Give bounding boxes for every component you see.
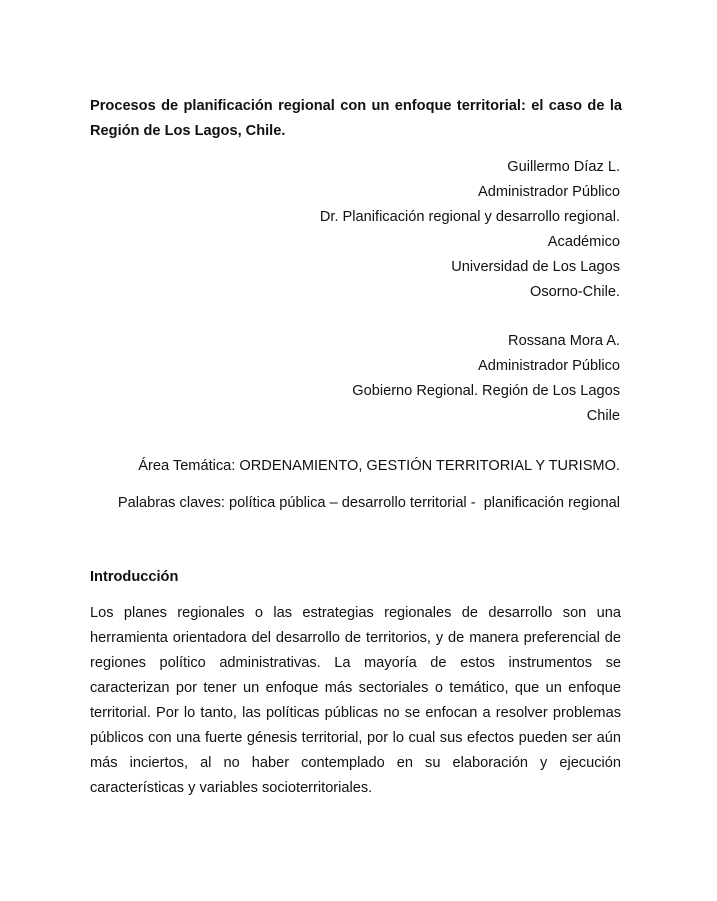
author-1-position: Administrador Público (478, 184, 620, 200)
intro-line: Los planes regionales o las estrategias regionales de desarrollo son una (90, 605, 621, 621)
keywords: Palabras claves: política pública – desarrollo territorial - planificación regional (117, 495, 620, 511)
author-2-name: Rossana Mora A. (508, 333, 620, 349)
intro-line: caracterizan por tener un enfoque más sectoriales o temático, que un enfoque (90, 680, 621, 696)
author-block-2 (352, 329, 620, 429)
author-2-institution: Gobierno Regional. Región de Los Lagos (352, 383, 620, 399)
intro-line: públicos con una fuerte génesis territorial, por lo cual sus efectos pueden ser aún (90, 730, 621, 746)
thematic-area: Área Temática: ORDENAMIENTO, GESTIÓN TERRITORIAL Y TURISMO. (138, 458, 620, 474)
intro-line: características y variables socioterritoriales. (90, 780, 373, 796)
author-2-position: Administrador Público (478, 358, 620, 374)
intro-paragraph (90, 601, 621, 801)
intro-heading: Introducción (90, 569, 179, 585)
author-block-1 (320, 155, 620, 305)
author-1-location: Osorno-Chile. (529, 284, 620, 300)
intro-line: más inciertos, al no haber contemplado en su elaboración y ejecución (90, 755, 621, 771)
author-1-name: Guillermo Díaz L. (507, 159, 620, 175)
author-1-degree: Dr. Planificación regional y desarrollo regional. (319, 209, 620, 225)
author-2-location: Chile (586, 408, 620, 424)
intro-line: territorial. Por lo tanto, las políticas públicas no se enfocan a resolver problemas (90, 705, 621, 721)
intro-line: herramienta orientadora del desarrollo de territorios, y de manera preferencial de (90, 630, 621, 646)
intro-line: regiones político administrativas. La mayoría de estos instrumentos se (90, 655, 621, 671)
author-1-role: Académico (547, 234, 620, 250)
author-1-institution: Universidad de Los Lagos (451, 259, 620, 275)
document-title: Procesos de planificación regional con un enfoque territorial: el caso de la Región de Los Lagos, Chile. (90, 98, 622, 139)
